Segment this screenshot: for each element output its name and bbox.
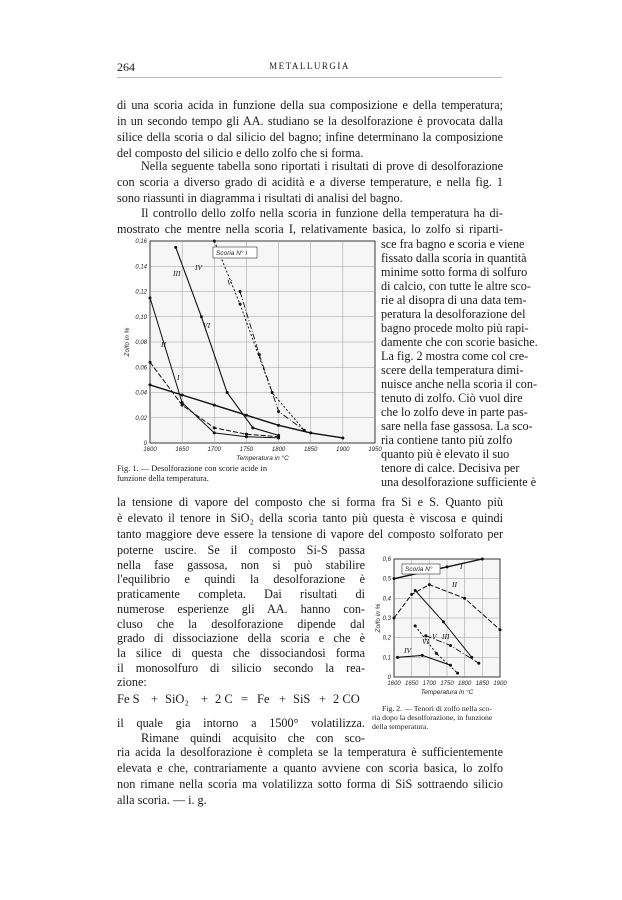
text-line: una desolforazione sufficiente è bbox=[381, 475, 537, 489]
equation-term: 2 C bbox=[215, 692, 233, 706]
text-line: il monosolfuro di silicio secondo la rea- bbox=[117, 660, 365, 675]
data-point bbox=[435, 652, 438, 655]
equation-operator: + bbox=[151, 692, 159, 706]
header-rule bbox=[117, 77, 502, 78]
data-point bbox=[414, 624, 417, 627]
y-tick-label: 0,3 bbox=[382, 616, 391, 622]
data-point bbox=[277, 434, 280, 437]
text-line: zione: bbox=[117, 675, 147, 690]
text-line: sare nella fase gassosa. La sco- bbox=[381, 419, 533, 433]
x-tick-label: 1750 bbox=[239, 447, 254, 453]
text-line: numerose esperienze gli AA. hanno con- bbox=[117, 601, 365, 616]
y-tick-label: 0,5 bbox=[382, 576, 391, 583]
equation-term: SiS bbox=[293, 692, 311, 706]
text-line: non rimane nella scoria ma volatilizza sotto forma di SiS sottraendo silicio bbox=[117, 777, 503, 791]
y-axis-title: Zolfo in % bbox=[124, 327, 131, 357]
data-point bbox=[414, 589, 417, 592]
text-line: rie al disopra di una data tem- bbox=[381, 293, 527, 307]
text-line: Nella seguente tabella sono riportati i risultati di prove di desolforazione bbox=[141, 159, 503, 173]
y-tick-label: 0,04 bbox=[135, 390, 147, 397]
x-tick-label: 1600 bbox=[143, 447, 157, 453]
y-axis-title: Zolfo in % bbox=[375, 603, 382, 633]
figure-2-chart bbox=[372, 555, 507, 697]
text-line: tenuto di zolfo. Ciò vuol dire bbox=[381, 391, 523, 405]
text-line: quanto più è elevato il suo bbox=[381, 447, 510, 461]
x-axis-title: Temperatura in °C bbox=[236, 455, 289, 462]
text-line: ria contiene tanto più zolfo bbox=[381, 433, 513, 447]
text-line: con scoria a diverso grado di acidità e a diverse temperature, e nella fig. 1 bbox=[117, 175, 503, 189]
series-label: IV bbox=[195, 263, 203, 272]
series-label: III bbox=[173, 269, 181, 278]
text-line: sce fra bagno e scoria e viene bbox=[381, 237, 525, 251]
running-header bbox=[117, 60, 502, 76]
text-line: poterne uscire. Se il composto Si-S passa bbox=[117, 543, 365, 557]
x-tick-label: 1650 bbox=[175, 447, 189, 453]
series-label: I bbox=[177, 373, 180, 382]
text-line: damente che con scorie basiche. bbox=[381, 335, 538, 349]
x-tick-label: 1850 bbox=[475, 681, 490, 687]
data-point bbox=[428, 583, 431, 586]
x-axis-title: Temperatura in °C bbox=[420, 689, 474, 696]
series-label: V bbox=[227, 278, 232, 287]
equation-term: Fe S bbox=[117, 692, 140, 706]
figure-1-chart bbox=[117, 237, 382, 462]
data-point bbox=[481, 558, 484, 561]
x-tick-label: 1700 bbox=[422, 681, 437, 687]
y-tick-label: 0,14 bbox=[135, 264, 147, 271]
x-tick-label: 1600 bbox=[387, 681, 401, 687]
text-line: in un secondo tempo gli AA. studiano se la desolforazione è provocata dalla bbox=[117, 114, 503, 128]
text-line: bagno procede molto più rapi- bbox=[381, 321, 529, 335]
text-line: fissato dalla scoria in quantità bbox=[381, 251, 527, 265]
equation-operator: = bbox=[241, 692, 249, 706]
figure-2-caption: ria dopo la desolforazione, in funzione bbox=[372, 713, 493, 722]
text-line: sono riassunti in diagramma i risultati di analisi del bagno. bbox=[117, 191, 403, 205]
data-point bbox=[149, 361, 152, 364]
data-point bbox=[393, 577, 396, 580]
y-tick-label: 0,4 bbox=[382, 596, 391, 603]
text-line: di calcio, con tutte le altre sco- bbox=[381, 279, 531, 293]
y-tick-label: 0,06 bbox=[135, 365, 147, 372]
text-line: tenore di calce. Decisiva per bbox=[381, 461, 520, 475]
y-tick-label: 0,16 bbox=[135, 239, 147, 245]
data-point bbox=[239, 303, 242, 306]
figure-1 bbox=[117, 237, 382, 462]
text-line: Rimane quindi acquisito che con sco- bbox=[141, 731, 365, 745]
figure-2-caption: Fig. 2. — Tenori di zolfo nella sco- bbox=[382, 704, 492, 713]
text-line: silice della scoria o dal silicio del bagno; infine determinano la composizione bbox=[117, 130, 503, 144]
series-label: VI bbox=[203, 321, 211, 330]
text-line: grado di dissociazione della scoria e che è bbox=[117, 631, 365, 646]
text-line: nuisce anche nella scoria il con- bbox=[381, 377, 537, 391]
text-line: scere della temperatura dimi- bbox=[381, 363, 524, 377]
data-point bbox=[470, 656, 473, 659]
y-tick-label: 0,10 bbox=[135, 314, 147, 321]
data-point bbox=[463, 597, 466, 600]
x-tick-label: 1850 bbox=[304, 447, 318, 453]
y-tick-label: 0,12 bbox=[135, 289, 147, 296]
y-tick-label: 0,02 bbox=[135, 415, 147, 422]
data-point bbox=[446, 565, 449, 568]
data-point bbox=[442, 620, 445, 623]
text-line: di una scoria acida in funzione della sua composizione e della temperatura; bbox=[117, 98, 503, 112]
text-line: è elevato il tenore in SiO₂ della scoria tanto più questa è viscosa e quindi bbox=[117, 511, 503, 525]
text-line: minime sotto forma di solfuro bbox=[381, 265, 528, 279]
text-line: praticamente completa. Dai risultati di bbox=[117, 587, 365, 602]
data-point bbox=[174, 246, 177, 249]
series-label: II bbox=[452, 580, 457, 589]
data-point bbox=[341, 436, 344, 439]
series-label: VI bbox=[422, 637, 430, 646]
equation-term: 2 CO bbox=[333, 692, 360, 706]
data-point bbox=[181, 394, 184, 397]
data-point bbox=[251, 426, 254, 429]
data-point bbox=[239, 290, 242, 293]
text-line: La fig. 2 mostra come col cre- bbox=[381, 349, 529, 363]
y-tick-label: 0 bbox=[143, 441, 147, 447]
data-point bbox=[245, 414, 248, 417]
x-tick-label: 1750 bbox=[440, 681, 454, 687]
x-tick-label: 1950 bbox=[368, 447, 382, 453]
data-point bbox=[456, 672, 459, 675]
reaction-equation bbox=[117, 692, 365, 708]
y-tick-label: 0,6 bbox=[382, 557, 391, 563]
text-line: la tensione di vapore del composto che si forma fra Si e S. Quanto più bbox=[117, 495, 503, 509]
x-tick-label: 1800 bbox=[457, 681, 472, 687]
figure-2-caption: della temperatura. bbox=[372, 722, 429, 731]
text-line: peratura la desolforazione del bbox=[381, 307, 526, 321]
series-label: IV bbox=[404, 646, 412, 655]
data-point bbox=[499, 628, 502, 631]
equation-term: SiO₂ bbox=[165, 692, 189, 706]
data-point bbox=[213, 431, 216, 434]
figure-1-caption: Fig. 1. — Desolforazione con scorie acide in bbox=[117, 464, 268, 473]
text-line: il quale gia intorno a 1500° volatilizza. bbox=[117, 716, 365, 730]
x-tick-label: 1800 bbox=[271, 447, 286, 453]
text-line: mostrato che mentre nella scoria I, relativamente basica, lo zolfo si riparti- bbox=[117, 222, 503, 236]
data-point bbox=[200, 315, 203, 318]
figure-2 bbox=[372, 555, 507, 697]
text-line: l'equilibrio e quindi la desolforazione è bbox=[117, 572, 365, 587]
data-point bbox=[410, 593, 413, 596]
data-point bbox=[213, 426, 216, 429]
text-line: del composto del silicio e dello zolfo che si forma. bbox=[117, 146, 364, 160]
text-line: tanto maggiore deve essere la tensione di vapore del composto solforato per bbox=[117, 527, 503, 541]
text-line: che lo zolfo deve in parte pas- bbox=[381, 405, 528, 419]
equation-term: Fe bbox=[257, 692, 270, 706]
text-line: nella fase gassosa, non si può stabilire bbox=[117, 557, 365, 572]
y-tick-label: 0,1 bbox=[382, 655, 391, 662]
data-point bbox=[149, 383, 152, 386]
data-point bbox=[421, 654, 424, 657]
data-point bbox=[149, 296, 152, 299]
data-point bbox=[393, 617, 396, 620]
data-point bbox=[449, 644, 452, 647]
text-line: la silice di questa che dissociandosi forma bbox=[117, 645, 365, 660]
data-point bbox=[245, 435, 248, 438]
x-tick-label: 1900 bbox=[336, 447, 350, 453]
y-tick-label: 0,08 bbox=[135, 340, 147, 346]
y-tick-label: 0,2 bbox=[382, 635, 391, 642]
text-line: ria acida la desolforazione è completa se la temperatura è sufficientemente bbox=[117, 745, 503, 759]
equation-operator: + bbox=[279, 692, 287, 706]
data-point bbox=[277, 410, 280, 413]
text-line: alla scoria. — i. g. bbox=[117, 793, 207, 807]
data-point bbox=[396, 656, 399, 659]
text-line: Il controllo dello zolfo nella scoria in funzione della temperatura ha di- bbox=[141, 206, 503, 220]
x-tick-label: 1650 bbox=[404, 681, 419, 687]
x-tick-label: 1900 bbox=[493, 681, 507, 687]
data-point bbox=[271, 391, 274, 394]
figure-1-caption: funzione della temperatura. bbox=[117, 474, 209, 483]
data-point bbox=[226, 391, 229, 394]
data-point bbox=[309, 431, 312, 434]
data-point bbox=[277, 424, 280, 427]
y-tick-label: 0 bbox=[387, 675, 391, 681]
chart-title: Scoria N° I bbox=[216, 250, 248, 257]
equation-operator: + bbox=[319, 692, 327, 706]
series-label: III bbox=[442, 632, 450, 641]
series-label: V bbox=[432, 632, 437, 641]
equation-operator: + bbox=[201, 692, 209, 706]
text-line: elevata e che, contrariamente a quanto avviene con scoria basica, lo zolfo bbox=[117, 761, 503, 775]
data-point bbox=[213, 404, 216, 407]
x-tick-label: 1700 bbox=[207, 447, 221, 453]
data-point bbox=[477, 662, 480, 665]
running-title: METALLURGIA bbox=[269, 61, 350, 71]
series-label: II bbox=[161, 340, 166, 349]
chart-title: Scoria N° bbox=[405, 566, 433, 573]
data-point bbox=[303, 429, 306, 432]
data-point bbox=[181, 401, 184, 404]
text-line: cluso che la desolforazione dipende dal bbox=[117, 616, 365, 631]
data-point bbox=[213, 240, 216, 243]
series-label: I bbox=[460, 562, 463, 571]
page-number: 264 bbox=[117, 60, 135, 74]
